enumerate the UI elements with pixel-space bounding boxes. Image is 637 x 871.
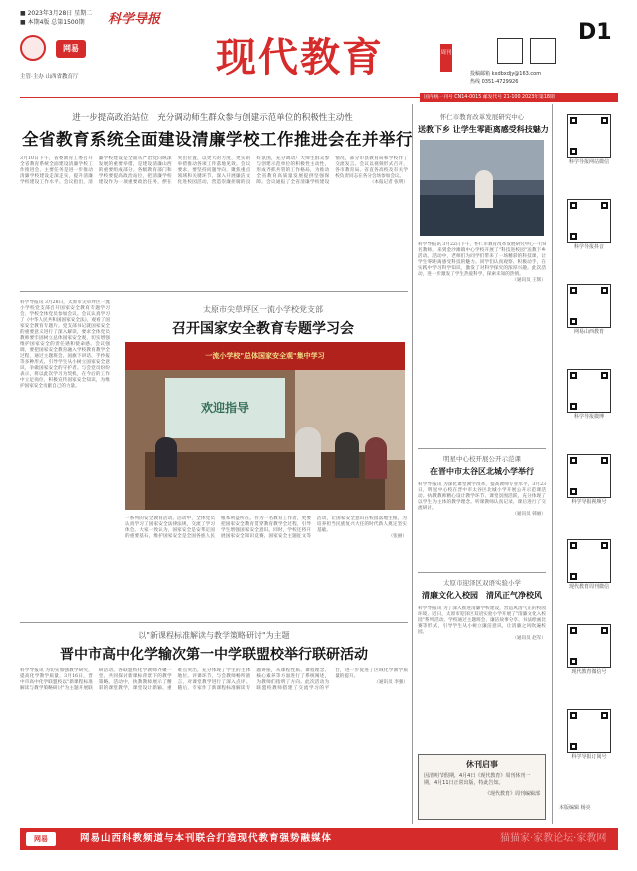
story3-body (418, 606, 546, 746)
story1-body (418, 242, 546, 400)
masthead-qr-2 (530, 38, 556, 64)
qr-block-2 (559, 284, 619, 335)
photo-person-2 (295, 427, 321, 477)
story2-separator (418, 572, 546, 573)
footer-text: 网易山西科教频道与本刊联合打造现代教育强势融媒体 (80, 833, 333, 844)
bottom-body (20, 668, 408, 818)
feature-headline: 召开国家安全教育专题学习会 (172, 321, 354, 337)
lead-headline: 全省教育系统全面建设清廉学校工作推进会在并举行 (22, 130, 413, 149)
bottom-kicker: 以"新课程标准解读与教学策略研讨"为主题 (138, 631, 290, 640)
qr-label: 科学导报微博 (573, 414, 604, 420)
lead-source: （本报记者 张明） (369, 180, 408, 185)
story1-separator (418, 448, 546, 449)
qr-block-5 (559, 539, 619, 590)
script-title: 科学导报 (108, 12, 161, 27)
qr-block-7 (559, 709, 619, 760)
qr-block-6 (559, 624, 619, 675)
masthead-logo (20, 35, 46, 61)
story3-source: （通讯员 赵军） (512, 636, 546, 641)
feature-right-body (125, 516, 407, 616)
footer-logo: 网易 (26, 832, 56, 846)
feature-left-text: 科学导报讯 3月28日，太原市尖草坪区一流小学校党支部召开国家安全教育专题学习会，学校全体党员参加会议。会议认真学习了《中华人民共和国国家安全法》，观看了国家安全教育专题片。党支部书记就国家安全的重要意义进行了深入解读，要求全体党员教师要牢固树立总体国家安全观，切实增强维护国家安全的责任感和使命感。会议强调，要把国家安全教育融入学校教育教学全过程，通过主题班会、国旗下讲话、手抄报等多种形式，引导学生从小树立国家安全意识，争做国家安全的守护者。与会党员纷纷表示，将以此次学习为契机，在今后的工作中立足岗位，积极宣传国家安全知识，为维护国家安全贡献自己的力量。 (20, 300, 110, 389)
footer-watermark: 猫猫家·家教论坛·家教网 (500, 833, 607, 844)
story1-photo-teacher (475, 170, 493, 208)
info-bar-text: 国内统一刊号 CN14-0015 邮发代号 21-100 2023年第18期 (424, 95, 555, 100)
qr-code (567, 369, 611, 413)
feature-left-body (20, 300, 110, 620)
feature-kicker: 太原市尖草坪区一流小学校党支部 (203, 305, 323, 314)
qr-label: 现代教育周刊微信 (568, 584, 609, 590)
story2-body-text: 科学导报讯 为深化课堂教学改革，提高教师专业水平，3月23日，明星中心校在晋中市太谷区北城小学开展公开示范课活动。执教教师精心设计教学环节，课堂氛围活跃，充分体现了以学生为主体的教学理念。听课教师认真记录，课后进行了交流研讨。 (418, 482, 546, 511)
editor-line: 本版编辑 杨亮 (559, 805, 591, 811)
qr-code (567, 199, 611, 243)
feature-right-text: 一系列的安全教育活动。活动中，全体党员认真学习了国家安全法律法规，交流了学习体会。大家一致认为，国家安全是安邦定国的重要基石，维护国家安全是全国各族人民根本利益所在。作为一名教育工作者，更要把国家安全教育贯穿教育教学全过程，引导学生增强国家安全意识。同时，学校还将开展国家安全知识竞赛、国家安全主题征文等活动，让国家安全意识在校园落地生根，为培养担当民族复兴大任的时代新人奠定坚实基础。 (125, 516, 407, 539)
photo-person-4 (365, 437, 387, 479)
qr-block-3 (559, 369, 619, 420)
banner-text: 一流小学校"总体国家安全观"集中学习 (205, 352, 325, 360)
feature-photo (125, 342, 405, 510)
story1-kicker: 怀仁市教育改革发展研究中心 (439, 113, 525, 121)
qr-code (567, 709, 611, 753)
lead-body-text: 3月10日下午，省委教育工委召开全省教育系统全面建设清廉学校工作推进会，主要任务是进一步推动清廉学校建设走深走实，提升清廉学校建设工作水平。会议指出，清廉学校建设是全面从严治党向纵深发展的重要举措，是建设清廉山西的重要组成部分。各级教育部门和学校要提高政治站位，把清廉学校建设作为一项重要政治任务，摆在突出位置，以更大的力度、更实的举措推动各项工作落地见效。会议要求，要坚持问题导向，聚焦重点领域和关键环节，深入开展廉洁文化进校园活动，营造崇廉拒腐的良好氛围，充分调动广大师生群众参与创建示范单位的积极性主动性，形成齐抓共管的工作格局，为推动全省教育高质量发展提供坚强保障。会议通报了全省清廉学校建设情况，部分市县教育局和学校作了交流发言。会议以视频形式召开，各市教育局、省直各高校及有关学校负责同志在各分会场参加会议。 (20, 156, 408, 185)
qr-code (567, 624, 611, 668)
story1-headline: 送教下乡 让学生零距离感受科技魅力 (418, 125, 549, 134)
photo-person-3 (335, 432, 359, 478)
qr-label: 科学导报抖音 (573, 244, 604, 250)
screen-welcome: 欢迎指导 (200, 401, 249, 415)
qr-sidebar (552, 104, 622, 824)
story1-photo (420, 140, 544, 236)
story1-body-text: 科学导报讯 3月22日下午，怀仁市教育改革发展研究中心一行8名教师，来到金沙滩镇中心学校开展了"科技进校园"送教下乡活动。活动中，老师们为同学们带来了一场精彩的科技课，让学生零距离感受科技的魅力。同学们认真观察、积极动手，在实践中学习科学知识，激发了对科学探究的浓厚兴趣。此次活动，进一步激发了学生热爱科学、探索未知的热情。 (418, 242, 546, 277)
qr-code (567, 454, 611, 498)
qr-block-1 (559, 199, 619, 250)
notice-title: 休刊启事 (466, 760, 498, 769)
story2-body (418, 482, 546, 566)
qr-code (567, 539, 611, 583)
story3-kicker: 太原市迎泽区双语实验小学 (443, 579, 521, 587)
photo-person-1 (155, 437, 177, 477)
date-line: ■ 2023年3月28日 星期二 (20, 10, 93, 17)
notice-sign: 《现代教育》周刊编辑部 (484, 791, 540, 797)
story3-headline: 清廉文化入校园 清风正气净校风 (422, 591, 542, 600)
netease-logo: 网易 (56, 40, 86, 58)
qr-block-4 (559, 454, 619, 505)
feature-source: （张丽） (388, 534, 407, 539)
bottom-source: （通讯员 李强） (374, 680, 408, 685)
title-badge: 周刊 (440, 44, 452, 72)
story1-source: （通讯员 王辉） (512, 278, 546, 283)
qr-label: 科学导报订阅号 (571, 754, 607, 760)
feature-separator (20, 622, 408, 623)
lead-body (20, 156, 408, 286)
photo-screen (165, 378, 285, 438)
photo-red-banner (125, 342, 405, 370)
page-id: D1 (578, 20, 612, 45)
contact-line: 投稿邮箱 kxdbxdjy@163.com (470, 71, 542, 77)
qr-label: 科学导报视频号 (571, 499, 607, 505)
lead-separator (20, 291, 408, 292)
qr-label: 现代教育微信号 (571, 669, 607, 675)
qr-label: 网易山西教育 (573, 329, 604, 335)
issue-line: ■ 本期4版 总第1500期 (20, 19, 85, 26)
info-bar (420, 93, 618, 102)
notice-body: 因清明节假期，4月4日《现代教育》周刊休刊一期，4月11日正常出版，特此告知。 (424, 773, 531, 786)
phone-line: 热线 0351-4729926 (470, 79, 519, 85)
right-column (418, 104, 549, 824)
masthead-qr-1 (497, 38, 523, 64)
story2-source: （通讯员 韩丽） (512, 512, 546, 517)
footer-banner (20, 828, 618, 850)
notice-box (418, 754, 546, 820)
qr-code (567, 284, 611, 328)
bottom-headline: 晋中市高中化学输次第一中学联盟校举行联研活动 (60, 647, 368, 663)
masthead-title: 现代教育 (216, 35, 384, 81)
qr-block-0 (559, 114, 619, 165)
qr-label: 科学导报网站微信 (568, 159, 609, 165)
story2-kicker: 明星中心校开展公开示范课 (443, 455, 521, 463)
qr-code (567, 114, 611, 158)
story2-headline: 在晋中市太谷区北城小学举行 (430, 467, 534, 476)
lead-kicker: 进一步提高政治站位 充分调动师生群众参与创建示范单位的积极性主动性 (72, 113, 353, 123)
column-divider (412, 104, 413, 824)
masthead (0, 0, 637, 92)
masthead-rule (20, 97, 420, 98)
story3-body-text: 科学导报讯 为了深入推进清廉学校建设，营造风清气正的校园环境，近日，太原市迎泽区双语实验小学开展了"清廉文化入校园"系列活动。学校通过主题班会、廉洁故事分享、书法绘画比赛等形式，引导学生从小树立廉洁意识，让清廉之风吹遍校园。 (418, 606, 546, 635)
sponsor-line: 主管·主办 山西省教育厅 (20, 74, 79, 80)
bottom-body-text: 科学导报讯 为切实加强教学研究，提高化学教学质量，3月16日，晋中市高中化学联盟校以"新课程标准解读与教学策略研讨"为主题开展联研活动。各联盟校化学教师齐聚一堂，共同探讨新课标背景下的教学策略。活动中，执教教师展示了精彩的课堂教学，课堂设计新颖、重难点突出，充分体现了学生的主体地位。评课环节，与会教师畅所欲言，对课堂教学进行了深入点评。随后，专家作了新课程标准解读专题讲座，从课程性质、课程理念、核心素养等方面进行了系统阐述，为教师们指明了方向。此次活动为联盟校教师搭建了交流学习的平台，进一步促进了区域化学教学质量的提升。 (20, 668, 408, 691)
